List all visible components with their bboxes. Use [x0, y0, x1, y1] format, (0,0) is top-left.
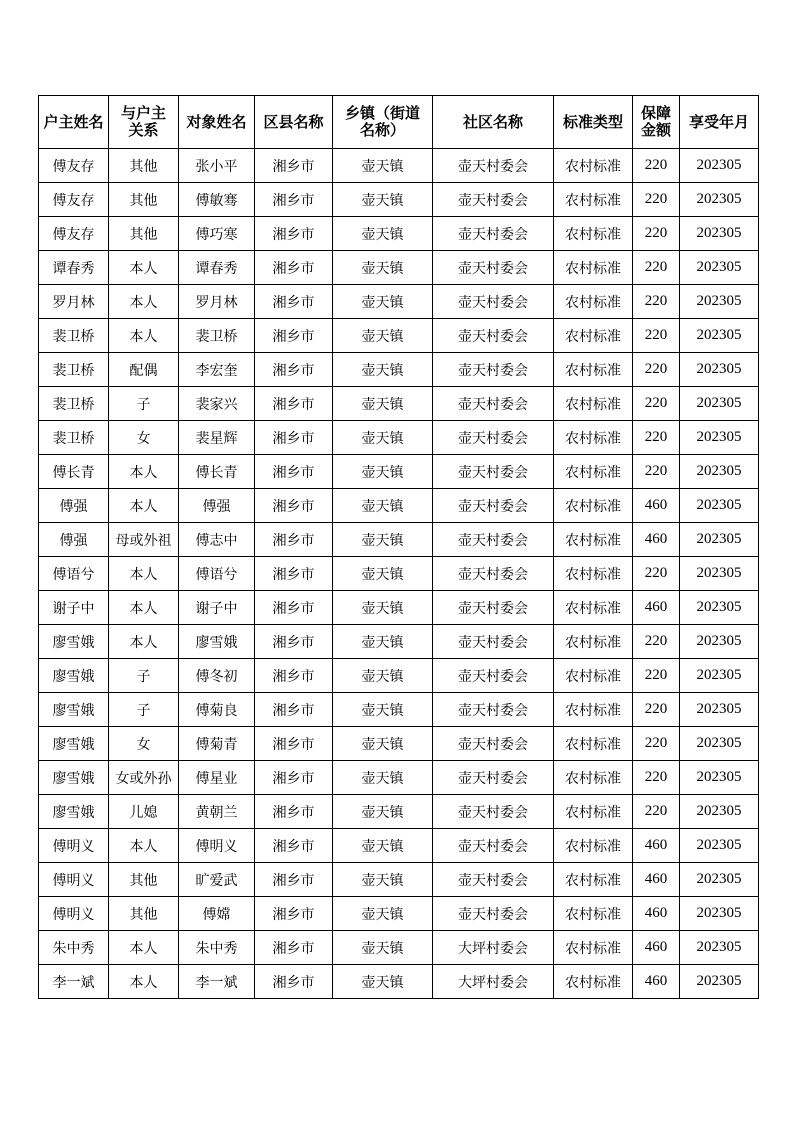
table-row [39, 217, 759, 251]
table-header-row [39, 96, 759, 149]
cell-township-name: 壶天镇 [333, 625, 433, 659]
cell-county-name: 湘乡市 [255, 625, 333, 659]
cell-relation-to-head: 儿媳 [109, 795, 179, 829]
cell-household-head-name: 傅长青 [39, 455, 109, 489]
cell-household-head-name: 裴卫桥 [39, 387, 109, 421]
cell-township-name: 壶天镇 [333, 965, 433, 999]
cell-benefit-month: 202305 [680, 829, 759, 863]
cell-county-name: 湘乡市 [255, 353, 333, 387]
cell-household-head-name: 廖雪娥 [39, 625, 109, 659]
cell-recipient-name: 傅语兮 [179, 557, 255, 591]
cell-county-name: 湘乡市 [255, 387, 333, 421]
cell-benefit-month: 202305 [680, 761, 759, 795]
cell-relation-to-head: 本人 [109, 251, 179, 285]
cell-community-name: 壶天村委会 [433, 421, 554, 455]
cell-household-head-name: 傅明义 [39, 897, 109, 931]
header-line: 金额 [640, 121, 671, 139]
header-line: 关系 [128, 121, 159, 139]
cell-township-name: 壶天镇 [333, 183, 433, 217]
cell-community-name: 壶天村委会 [433, 251, 554, 285]
cell-subsidy-amount: 220 [633, 149, 680, 183]
header-line: 乡镇（街道 [344, 104, 420, 122]
cell-benefit-month: 202305 [680, 217, 759, 251]
cell-benefit-month: 202305 [680, 625, 759, 659]
cell-community-name: 壶天村委会 [433, 591, 554, 625]
cell-subsidy-amount: 220 [633, 285, 680, 319]
cell-community-name: 大坪村委会 [433, 931, 554, 965]
cell-relation-to-head: 本人 [109, 455, 179, 489]
cell-household-head-name: 廖雪娥 [39, 693, 109, 727]
cell-county-name: 湘乡市 [255, 761, 333, 795]
header-standard-type [554, 96, 633, 149]
table-row [39, 727, 759, 761]
assistance-roster-table [38, 95, 759, 999]
cell-relation-to-head: 其他 [109, 863, 179, 897]
cell-recipient-name: 傅巧寒 [179, 217, 255, 251]
cell-county-name: 湘乡市 [255, 591, 333, 625]
cell-county-name: 湘乡市 [255, 693, 333, 727]
cell-household-head-name: 傅明义 [39, 863, 109, 897]
cell-township-name: 壶天镇 [333, 795, 433, 829]
header-township-name [333, 96, 433, 149]
cell-township-name: 壶天镇 [333, 829, 433, 863]
cell-benefit-month: 202305 [680, 863, 759, 897]
cell-standard-type: 农村标准 [554, 489, 633, 523]
cell-benefit-month: 202305 [680, 897, 759, 931]
header-line: 名称） [359, 121, 405, 139]
cell-county-name: 湘乡市 [255, 931, 333, 965]
cell-subsidy-amount: 220 [633, 455, 680, 489]
cell-household-head-name: 裴卫桥 [39, 319, 109, 353]
cell-standard-type: 农村标准 [554, 387, 633, 421]
cell-county-name: 湘乡市 [255, 727, 333, 761]
cell-relation-to-head: 本人 [109, 285, 179, 319]
cell-subsidy-amount: 220 [633, 625, 680, 659]
cell-community-name: 壶天村委会 [433, 285, 554, 319]
table-row [39, 489, 759, 523]
cell-community-name: 壶天村委会 [433, 523, 554, 557]
cell-standard-type: 农村标准 [554, 761, 633, 795]
cell-benefit-month: 202305 [680, 421, 759, 455]
cell-township-name: 壶天镇 [333, 557, 433, 591]
table-row [39, 319, 759, 353]
cell-recipient-name: 傅菊青 [179, 727, 255, 761]
cell-household-head-name: 谢子中 [39, 591, 109, 625]
header-line: 社区名称 [462, 112, 523, 131]
cell-township-name: 壶天镇 [333, 149, 433, 183]
cell-recipient-name: 裴卫桥 [179, 319, 255, 353]
cell-county-name: 湘乡市 [255, 659, 333, 693]
table-row [39, 931, 759, 965]
cell-relation-to-head: 女 [109, 727, 179, 761]
cell-benefit-month: 202305 [680, 387, 759, 421]
cell-county-name: 湘乡市 [255, 965, 333, 999]
header-line: 户主姓名 [43, 112, 104, 131]
table-row [39, 863, 759, 897]
cell-recipient-name: 李一斌 [179, 965, 255, 999]
cell-subsidy-amount: 460 [633, 829, 680, 863]
cell-township-name: 壶天镇 [333, 353, 433, 387]
cell-community-name: 壶天村委会 [433, 149, 554, 183]
cell-community-name: 壶天村委会 [433, 795, 554, 829]
header-line: 区县名称 [263, 112, 324, 131]
cell-subsidy-amount: 460 [633, 931, 680, 965]
cell-community-name: 壶天村委会 [433, 557, 554, 591]
cell-benefit-month: 202305 [680, 557, 759, 591]
table-row [39, 829, 759, 863]
cell-standard-type: 农村标准 [554, 795, 633, 829]
cell-recipient-name: 傅明义 [179, 829, 255, 863]
cell-relation-to-head: 本人 [109, 965, 179, 999]
header-line: 保障 [640, 104, 671, 122]
table-row [39, 795, 759, 829]
cell-community-name: 壶天村委会 [433, 455, 554, 489]
cell-relation-to-head: 女 [109, 421, 179, 455]
cell-relation-to-head: 本人 [109, 591, 179, 625]
cell-standard-type: 农村标准 [554, 217, 633, 251]
cell-recipient-name: 傅菊良 [179, 693, 255, 727]
cell-household-head-name: 傅强 [39, 523, 109, 557]
cell-benefit-month: 202305 [680, 285, 759, 319]
cell-county-name: 湘乡市 [255, 421, 333, 455]
cell-benefit-month: 202305 [680, 319, 759, 353]
table-row [39, 523, 759, 557]
table-row [39, 251, 759, 285]
cell-standard-type: 农村标准 [554, 727, 633, 761]
cell-relation-to-head: 配偶 [109, 353, 179, 387]
table-row [39, 897, 759, 931]
cell-community-name: 壶天村委会 [433, 625, 554, 659]
cell-standard-type: 农村标准 [554, 285, 633, 319]
header-household-head-name [39, 96, 109, 149]
cell-standard-type: 农村标准 [554, 965, 633, 999]
table-row [39, 387, 759, 421]
cell-relation-to-head: 其他 [109, 217, 179, 251]
cell-recipient-name: 廖雪娥 [179, 625, 255, 659]
cell-township-name: 壶天镇 [333, 523, 433, 557]
cell-recipient-name: 裴星辉 [179, 421, 255, 455]
table-row [39, 693, 759, 727]
table-row [39, 625, 759, 659]
cell-township-name: 壶天镇 [333, 931, 433, 965]
cell-relation-to-head: 其他 [109, 149, 179, 183]
cell-benefit-month: 202305 [680, 795, 759, 829]
cell-county-name: 湘乡市 [255, 217, 333, 251]
cell-relation-to-head: 其他 [109, 183, 179, 217]
cell-household-head-name: 谭春秀 [39, 251, 109, 285]
cell-household-head-name: 廖雪娥 [39, 795, 109, 829]
header-line: 与户主 [120, 104, 166, 122]
cell-recipient-name: 谢子中 [179, 591, 255, 625]
cell-subsidy-amount: 460 [633, 965, 680, 999]
table-row [39, 421, 759, 455]
cell-township-name: 壶天镇 [333, 489, 433, 523]
table-row [39, 761, 759, 795]
cell-subsidy-amount: 220 [633, 727, 680, 761]
cell-recipient-name: 罗月林 [179, 285, 255, 319]
cell-relation-to-head: 本人 [109, 489, 179, 523]
cell-relation-to-head: 其他 [109, 897, 179, 931]
table-row [39, 659, 759, 693]
cell-relation-to-head: 子 [109, 659, 179, 693]
cell-county-name: 湘乡市 [255, 285, 333, 319]
cell-county-name: 湘乡市 [255, 149, 333, 183]
cell-subsidy-amount: 220 [633, 251, 680, 285]
cell-township-name: 壶天镇 [333, 421, 433, 455]
cell-township-name: 壶天镇 [333, 319, 433, 353]
cell-recipient-name: 傅星业 [179, 761, 255, 795]
cell-standard-type: 农村标准 [554, 523, 633, 557]
cell-benefit-month: 202305 [680, 489, 759, 523]
cell-standard-type: 农村标准 [554, 557, 633, 591]
cell-county-name: 湘乡市 [255, 489, 333, 523]
cell-benefit-month: 202305 [680, 183, 759, 217]
table-row [39, 557, 759, 591]
cell-standard-type: 农村标准 [554, 897, 633, 931]
cell-county-name: 湘乡市 [255, 251, 333, 285]
cell-subsidy-amount: 220 [633, 693, 680, 727]
cell-subsidy-amount: 220 [633, 217, 680, 251]
cell-household-head-name: 罗月林 [39, 285, 109, 319]
cell-community-name: 壶天村委会 [433, 659, 554, 693]
cell-township-name: 壶天镇 [333, 863, 433, 897]
cell-county-name: 湘乡市 [255, 557, 333, 591]
cell-community-name: 壶天村委会 [433, 489, 554, 523]
cell-benefit-month: 202305 [680, 931, 759, 965]
cell-township-name: 壶天镇 [333, 217, 433, 251]
cell-relation-to-head: 本人 [109, 625, 179, 659]
cell-standard-type: 农村标准 [554, 591, 633, 625]
cell-standard-type: 农村标准 [554, 863, 633, 897]
cell-standard-type: 农村标准 [554, 183, 633, 217]
cell-community-name: 壶天村委会 [433, 829, 554, 863]
cell-benefit-month: 202305 [680, 149, 759, 183]
cell-subsidy-amount: 220 [633, 761, 680, 795]
cell-recipient-name: 傅冬初 [179, 659, 255, 693]
cell-benefit-month: 202305 [680, 523, 759, 557]
cell-township-name: 壶天镇 [333, 727, 433, 761]
cell-relation-to-head: 本人 [109, 931, 179, 965]
cell-township-name: 壶天镇 [333, 387, 433, 421]
cell-community-name: 壶天村委会 [433, 897, 554, 931]
cell-relation-to-head: 本人 [109, 829, 179, 863]
cell-recipient-name: 朱中秀 [179, 931, 255, 965]
cell-household-head-name: 廖雪娥 [39, 659, 109, 693]
cell-recipient-name: 黄朝兰 [179, 795, 255, 829]
cell-county-name: 湘乡市 [255, 897, 333, 931]
cell-township-name: 壶天镇 [333, 285, 433, 319]
cell-benefit-month: 202305 [680, 353, 759, 387]
table-body [39, 149, 759, 999]
cell-standard-type: 农村标准 [554, 931, 633, 965]
cell-household-head-name: 裴卫桥 [39, 353, 109, 387]
cell-township-name: 壶天镇 [333, 693, 433, 727]
assistance-roster-sheet [38, 95, 759, 999]
cell-benefit-month: 202305 [680, 591, 759, 625]
cell-subsidy-amount: 220 [633, 557, 680, 591]
cell-standard-type: 农村标准 [554, 251, 633, 285]
header-line: 享受年月 [688, 112, 749, 131]
cell-county-name: 湘乡市 [255, 829, 333, 863]
cell-township-name: 壶天镇 [333, 897, 433, 931]
cell-standard-type: 农村标准 [554, 353, 633, 387]
cell-household-head-name: 李一斌 [39, 965, 109, 999]
cell-township-name: 壶天镇 [333, 659, 433, 693]
cell-recipient-name: 傅敏骞 [179, 183, 255, 217]
cell-recipient-name: 傅嫦 [179, 897, 255, 931]
cell-benefit-month: 202305 [680, 659, 759, 693]
cell-subsidy-amount: 460 [633, 897, 680, 931]
cell-county-name: 湘乡市 [255, 863, 333, 897]
cell-subsidy-amount: 220 [633, 387, 680, 421]
table-row [39, 183, 759, 217]
cell-county-name: 湘乡市 [255, 455, 333, 489]
header-benefit-month [680, 96, 759, 149]
header-county-name [255, 96, 333, 149]
cell-recipient-name: 张小平 [179, 149, 255, 183]
cell-subsidy-amount: 220 [633, 183, 680, 217]
cell-standard-type: 农村标准 [554, 659, 633, 693]
cell-community-name: 壶天村委会 [433, 183, 554, 217]
cell-subsidy-amount: 220 [633, 353, 680, 387]
header-subsidy-amount [633, 96, 680, 149]
table-row [39, 965, 759, 999]
cell-subsidy-amount: 460 [633, 489, 680, 523]
cell-relation-to-head: 子 [109, 387, 179, 421]
cell-community-name: 壶天村委会 [433, 319, 554, 353]
cell-relation-to-head: 母或外祖 [109, 523, 179, 557]
cell-standard-type: 农村标准 [554, 421, 633, 455]
cell-county-name: 湘乡市 [255, 319, 333, 353]
cell-standard-type: 农村标准 [554, 455, 633, 489]
table-row [39, 591, 759, 625]
cell-standard-type: 农村标准 [554, 829, 633, 863]
cell-household-head-name: 廖雪娥 [39, 761, 109, 795]
cell-benefit-month: 202305 [680, 693, 759, 727]
cell-relation-to-head: 女或外孙 [109, 761, 179, 795]
cell-benefit-month: 202305 [680, 727, 759, 761]
cell-standard-type: 农村标准 [554, 149, 633, 183]
cell-relation-to-head: 子 [109, 693, 179, 727]
cell-recipient-name: 傅强 [179, 489, 255, 523]
cell-recipient-name: 谭春秀 [179, 251, 255, 285]
cell-household-head-name: 傅友存 [39, 217, 109, 251]
cell-subsidy-amount: 220 [633, 795, 680, 829]
cell-subsidy-amount: 220 [633, 659, 680, 693]
cell-community-name: 壶天村委会 [433, 863, 554, 897]
cell-community-name: 壶天村委会 [433, 693, 554, 727]
cell-county-name: 湘乡市 [255, 523, 333, 557]
cell-recipient-name: 傅志中 [179, 523, 255, 557]
cell-recipient-name: 旷爱武 [179, 863, 255, 897]
header-recipient-name [179, 96, 255, 149]
table-row [39, 455, 759, 489]
cell-benefit-month: 202305 [680, 251, 759, 285]
cell-county-name: 湘乡市 [255, 795, 333, 829]
cell-township-name: 壶天镇 [333, 591, 433, 625]
cell-township-name: 壶天镇 [333, 761, 433, 795]
cell-community-name: 壶天村委会 [433, 727, 554, 761]
cell-household-head-name: 廖雪娥 [39, 727, 109, 761]
header-line: 标准类型 [562, 112, 623, 131]
cell-community-name: 壶天村委会 [433, 217, 554, 251]
cell-recipient-name: 李宏奎 [179, 353, 255, 387]
cell-standard-type: 农村标准 [554, 693, 633, 727]
cell-benefit-month: 202305 [680, 965, 759, 999]
header-relation-to-head [109, 96, 179, 149]
cell-household-head-name: 裴卫桥 [39, 421, 109, 455]
cell-community-name: 壶天村委会 [433, 353, 554, 387]
cell-community-name: 壶天村委会 [433, 761, 554, 795]
cell-household-head-name: 朱中秀 [39, 931, 109, 965]
cell-recipient-name: 裴家兴 [179, 387, 255, 421]
cell-subsidy-amount: 460 [633, 523, 680, 557]
cell-county-name: 湘乡市 [255, 183, 333, 217]
cell-township-name: 壶天镇 [333, 251, 433, 285]
cell-subsidy-amount: 460 [633, 863, 680, 897]
cell-household-head-name: 傅明义 [39, 829, 109, 863]
header-line: 对象姓名 [186, 112, 247, 131]
table-row [39, 353, 759, 387]
cell-community-name: 大坪村委会 [433, 965, 554, 999]
cell-standard-type: 农村标准 [554, 319, 633, 353]
cell-relation-to-head: 本人 [109, 319, 179, 353]
cell-subsidy-amount: 460 [633, 591, 680, 625]
table-row [39, 149, 759, 183]
cell-household-head-name: 傅友存 [39, 149, 109, 183]
cell-household-head-name: 傅强 [39, 489, 109, 523]
table-row [39, 285, 759, 319]
cell-subsidy-amount: 220 [633, 319, 680, 353]
cell-community-name: 壶天村委会 [433, 387, 554, 421]
cell-household-head-name: 傅友存 [39, 183, 109, 217]
cell-standard-type: 农村标准 [554, 625, 633, 659]
cell-household-head-name: 傅语兮 [39, 557, 109, 591]
cell-relation-to-head: 本人 [109, 557, 179, 591]
header-community-name [433, 96, 554, 149]
cell-recipient-name: 傅长青 [179, 455, 255, 489]
cell-subsidy-amount: 220 [633, 421, 680, 455]
cell-benefit-month: 202305 [680, 455, 759, 489]
cell-township-name: 壶天镇 [333, 455, 433, 489]
